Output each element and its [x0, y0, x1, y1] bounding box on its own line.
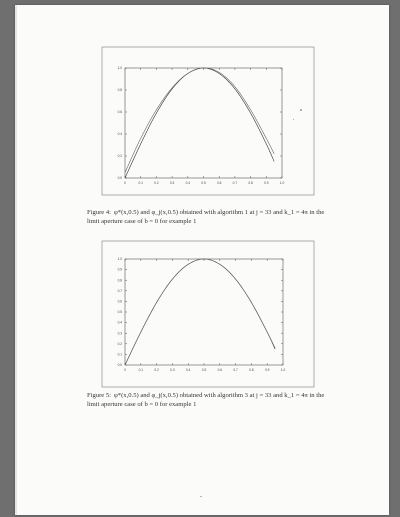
figure-4-label: Figure 4: — [87, 209, 111, 216]
series-line-1 — [125, 68, 274, 178]
figures-canvas — [17, 5, 389, 515]
y-tick-label: 1.0 — [117, 257, 122, 262]
y-tick-label: 0.4 — [117, 320, 122, 325]
y-tick-label: 0.7 — [117, 288, 122, 293]
scan-speck — [200, 496, 202, 497]
y-tick-label: 0.8 — [117, 88, 122, 93]
x-tick-label: 0.9 — [264, 368, 270, 372]
x-tick-label: 0 — [124, 368, 126, 372]
y-tick-label: 0.6 — [117, 299, 122, 304]
x-tick-label: 0.2 — [154, 368, 159, 372]
figure-4-caption-text: φ*(x,0.5) and φ_j(x,0.5) obtained with algorithm 1 at j = 33 and k_1 = 4π in the limit aperture case of b = 0 for example 1 — [87, 209, 325, 225]
x-tick-label: 0.8 — [248, 181, 253, 185]
y-tick-label: 1.0 — [117, 66, 122, 71]
x-tick-label: 0.3 — [169, 181, 175, 185]
x-tick-label: 0.6 — [216, 181, 222, 185]
x-tick-label: 0.9 — [264, 181, 269, 185]
x-tick-label: 0 — [124, 181, 126, 185]
figure-4-caption — [87, 209, 337, 226]
x-tick-label: 0.7 — [232, 181, 238, 185]
x-tick-label: 0.3 — [170, 368, 175, 372]
y-tick-label: 0.2 — [117, 154, 122, 159]
x-tick-label: 0.5 — [201, 368, 207, 372]
series-line-2 — [125, 68, 274, 173]
figure-5-label: Figure 5: — [87, 392, 111, 399]
x-tick-label: 0.4 — [185, 181, 191, 185]
series-line-2 — [125, 259, 275, 365]
x-tick-label: 0.1 — [138, 181, 143, 185]
x-tick-label: 0.8 — [249, 368, 254, 372]
figure-5-caption — [87, 392, 337, 409]
y-tick-label: 0.2 — [117, 341, 122, 346]
x-tick-label: 0.6 — [217, 368, 223, 372]
x-tick-label: 0.2 — [154, 181, 159, 185]
y-tick-label: 0.0 — [117, 363, 122, 368]
x-tick-label: 0.5 — [201, 181, 206, 185]
y-tick-label: 0.3 — [117, 331, 122, 336]
y-tick-label: 0.4 — [117, 132, 122, 137]
x-tick-label: 0.4 — [185, 368, 191, 372]
y-tick-label: 0.9 — [117, 267, 122, 272]
y-tick-label: 0.5 — [117, 310, 122, 315]
figure-4-chart — [102, 47, 314, 195]
x-tick-label: 0.1 — [138, 368, 144, 372]
paper-page — [15, 5, 389, 515]
scan-speck — [300, 109, 302, 111]
figure-5-chart — [102, 241, 314, 387]
x-tick-label: 1.0 — [280, 368, 286, 372]
y-tick-label: 0.6 — [117, 110, 122, 115]
series-line-1 — [125, 259, 275, 365]
scan-speck — [293, 119, 294, 120]
x-tick-label: 1.0 — [279, 181, 285, 185]
y-tick-label: 0.1 — [117, 352, 122, 357]
y-tick-label: 0.8 — [117, 278, 122, 283]
figure-5-caption-text: φ*(x,0.5) and φ_j(x,0.5) obtained with algorithm 3 at j = 33 and k_1 = 4π in the limit aperture case of b = 0 for example 1 — [87, 392, 325, 408]
plot-area — [125, 259, 283, 365]
y-tick-label: 0.0 — [117, 176, 122, 181]
x-tick-label: 0.7 — [233, 368, 238, 372]
